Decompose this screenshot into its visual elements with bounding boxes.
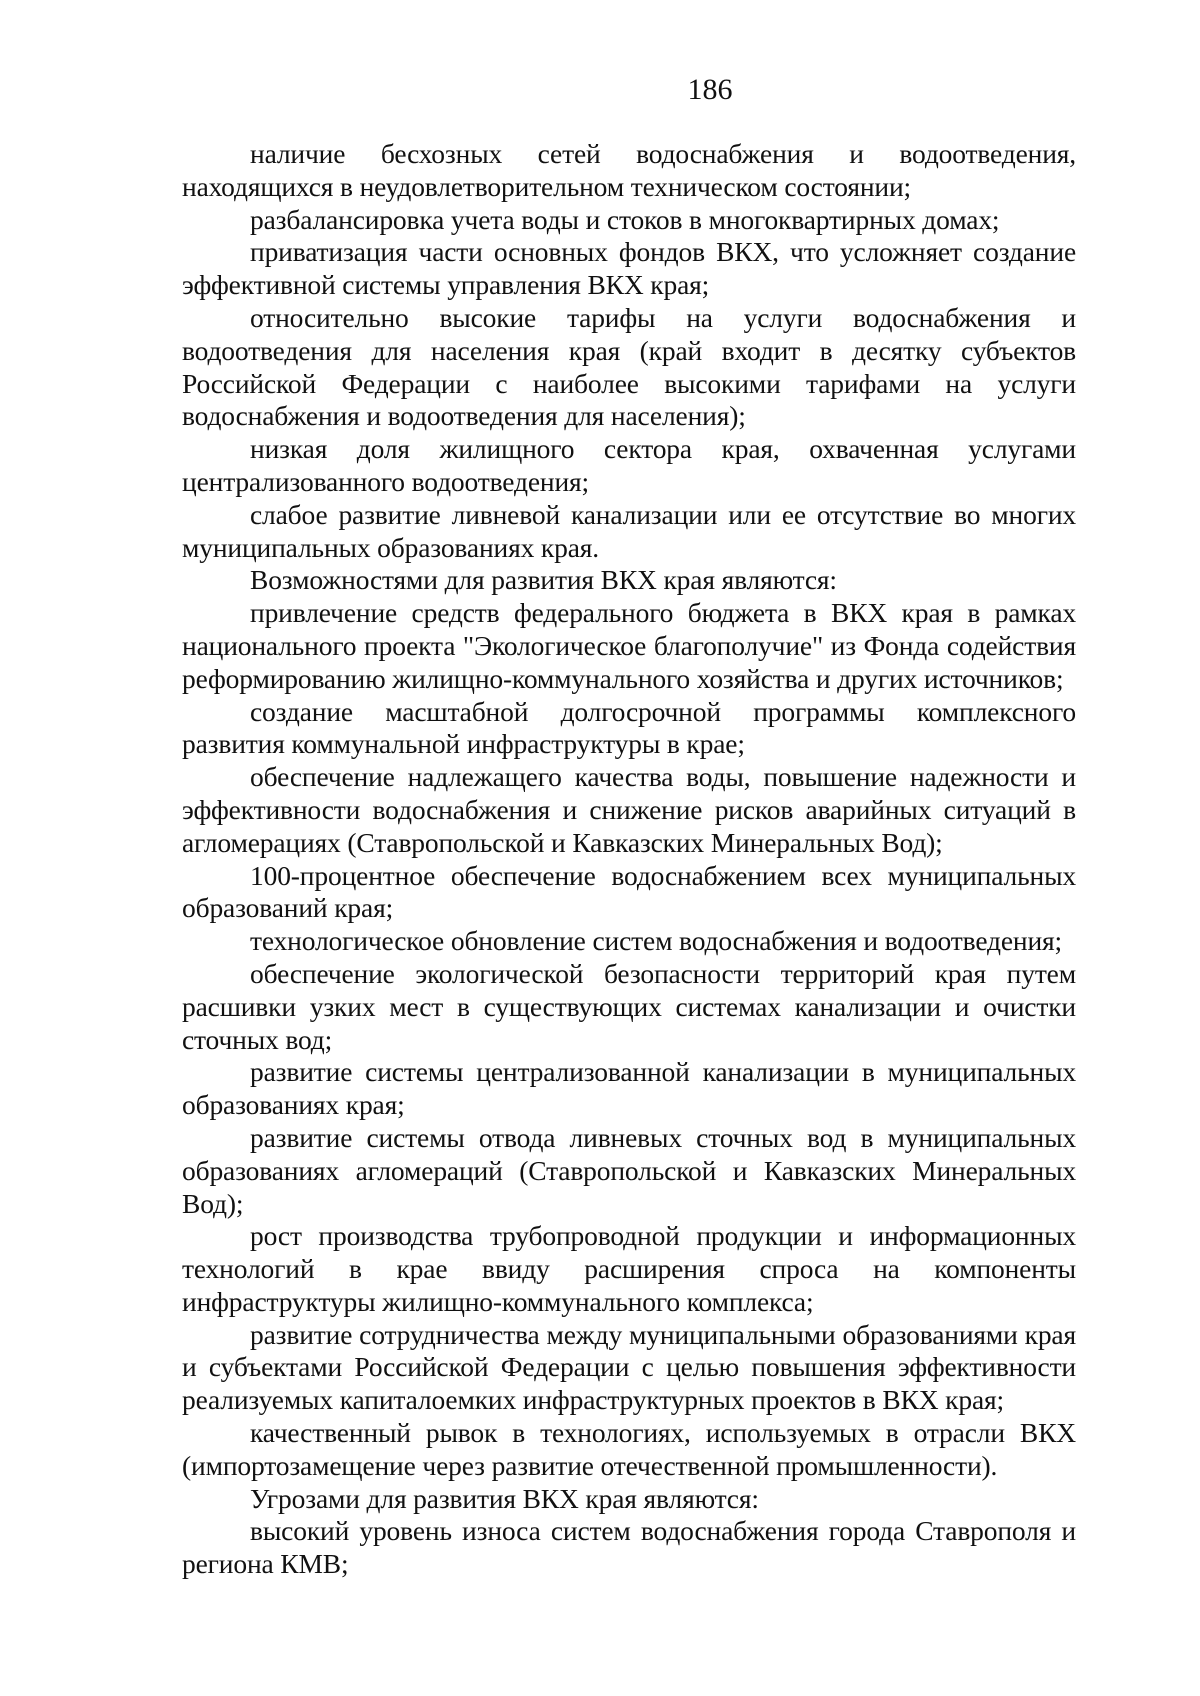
paragraph-high-tariffs: относительно высокие тарифы на услуги водоснабжения и водоотведения для населения края (край входит в десятку субъектов Российской Федерации с наиболее высокими тарифами на услуги водоснабжения и водоотведения для населения); bbox=[182, 301, 1076, 432]
paragraph-tech-renewal: технологическое обновление систем водоснабжения и водоотведения; bbox=[250, 925, 1063, 957]
paragraph-full-water-supply: 100-процентное обеспечение водоснабжением всех муниципальных образований края; bbox=[182, 859, 1076, 924]
paragraph-high-wear: высокий уровень износа систем водоснабжения города Ставрополя и региона КМВ; bbox=[182, 1515, 1076, 1580]
paragraph-stormwater-sewerage: слабое развитие ливневой канализации или ее отсутствие во многих муниципальных образованиях края. bbox=[182, 498, 1076, 563]
paragraph-privatization: приватизация части основных фондов ВКХ, что усложняет создание эффективной системы управления ВКХ края; bbox=[182, 236, 1076, 301]
paragraph-threats-heading: Угрозами для развития ВКХ края являются: bbox=[250, 1482, 759, 1514]
paragraph-centralized-sewerage: развитие системы централизованной канализации в муниципальных образованиях края; bbox=[182, 1056, 1076, 1121]
page-number: 186 bbox=[687, 73, 733, 106]
paragraph-ecological-safety: обеспечение экологической безопасности территорий края путем расшивки узких мест в существующих системах канализации и очистки сточных вод; bbox=[182, 957, 1076, 1055]
document-body bbox=[182, 138, 1076, 1581]
paragraph-import-substitution: качественный рывок в технологиях, используемых в отрасли ВКХ (импортозамещение через развитие отечественной промышленности). bbox=[182, 1417, 1076, 1481]
paragraph-cooperation: развитие сотрудничества между муниципальными образованиями края и субъектами Российской Федерации с целью повышения эффективности реализуемых капиталоемких инфраструктурных проектов в ВКХ края; bbox=[182, 1318, 1076, 1416]
paragraph-low-coverage: низкая доля жилищного сектора края, охваченная услугами централизованного водоотведения; bbox=[182, 433, 1076, 497]
paragraph-opportunities-heading: Возможностями для развития ВКХ края являются: bbox=[250, 564, 837, 596]
paragraph-stormwater-drainage: развитие системы отвода ливневых сточных вод в муниципальных образованиях агломераций (Ставропольской и Кавказских Минеральных Вод); bbox=[182, 1121, 1076, 1219]
paragraph-long-term-program: создание масштабной долгосрочной программы комплексного развития коммунальной инфраструктуры в крае; bbox=[182, 695, 1076, 760]
paragraph-water-quality: обеспечение надлежащего качества воды, повышение надежности и эффективности водоснабжения и снижение рисков аварийных ситуаций в агломерациях (Ставропольской и Кавказских Минеральных Вод); bbox=[182, 761, 1076, 858]
paragraph-metering-imbalance: разбалансировка учета воды и стоков в многоквартирных домах; bbox=[250, 203, 1000, 235]
paragraph-federal-funding: привлечение средств федерального бюджета в ВКХ края в рамках национального проекта "Экологическое благополучие" из Фонда содействия реформированию жилищно-коммунального хозяйства и других источников; bbox=[182, 597, 1076, 694]
paragraph-ownerless-networks: наличие бесхозных сетей водоснабжения и водоотведения, находящихся в неудовлетворительном техническом состоянии; bbox=[182, 138, 1076, 202]
paragraph-pipe-production: рост производства трубопроводной продукции и информационных технологий в крае ввиду расширения спроса на компоненты инфраструктуры жилищно-коммунального комплекса; bbox=[182, 1220, 1076, 1317]
